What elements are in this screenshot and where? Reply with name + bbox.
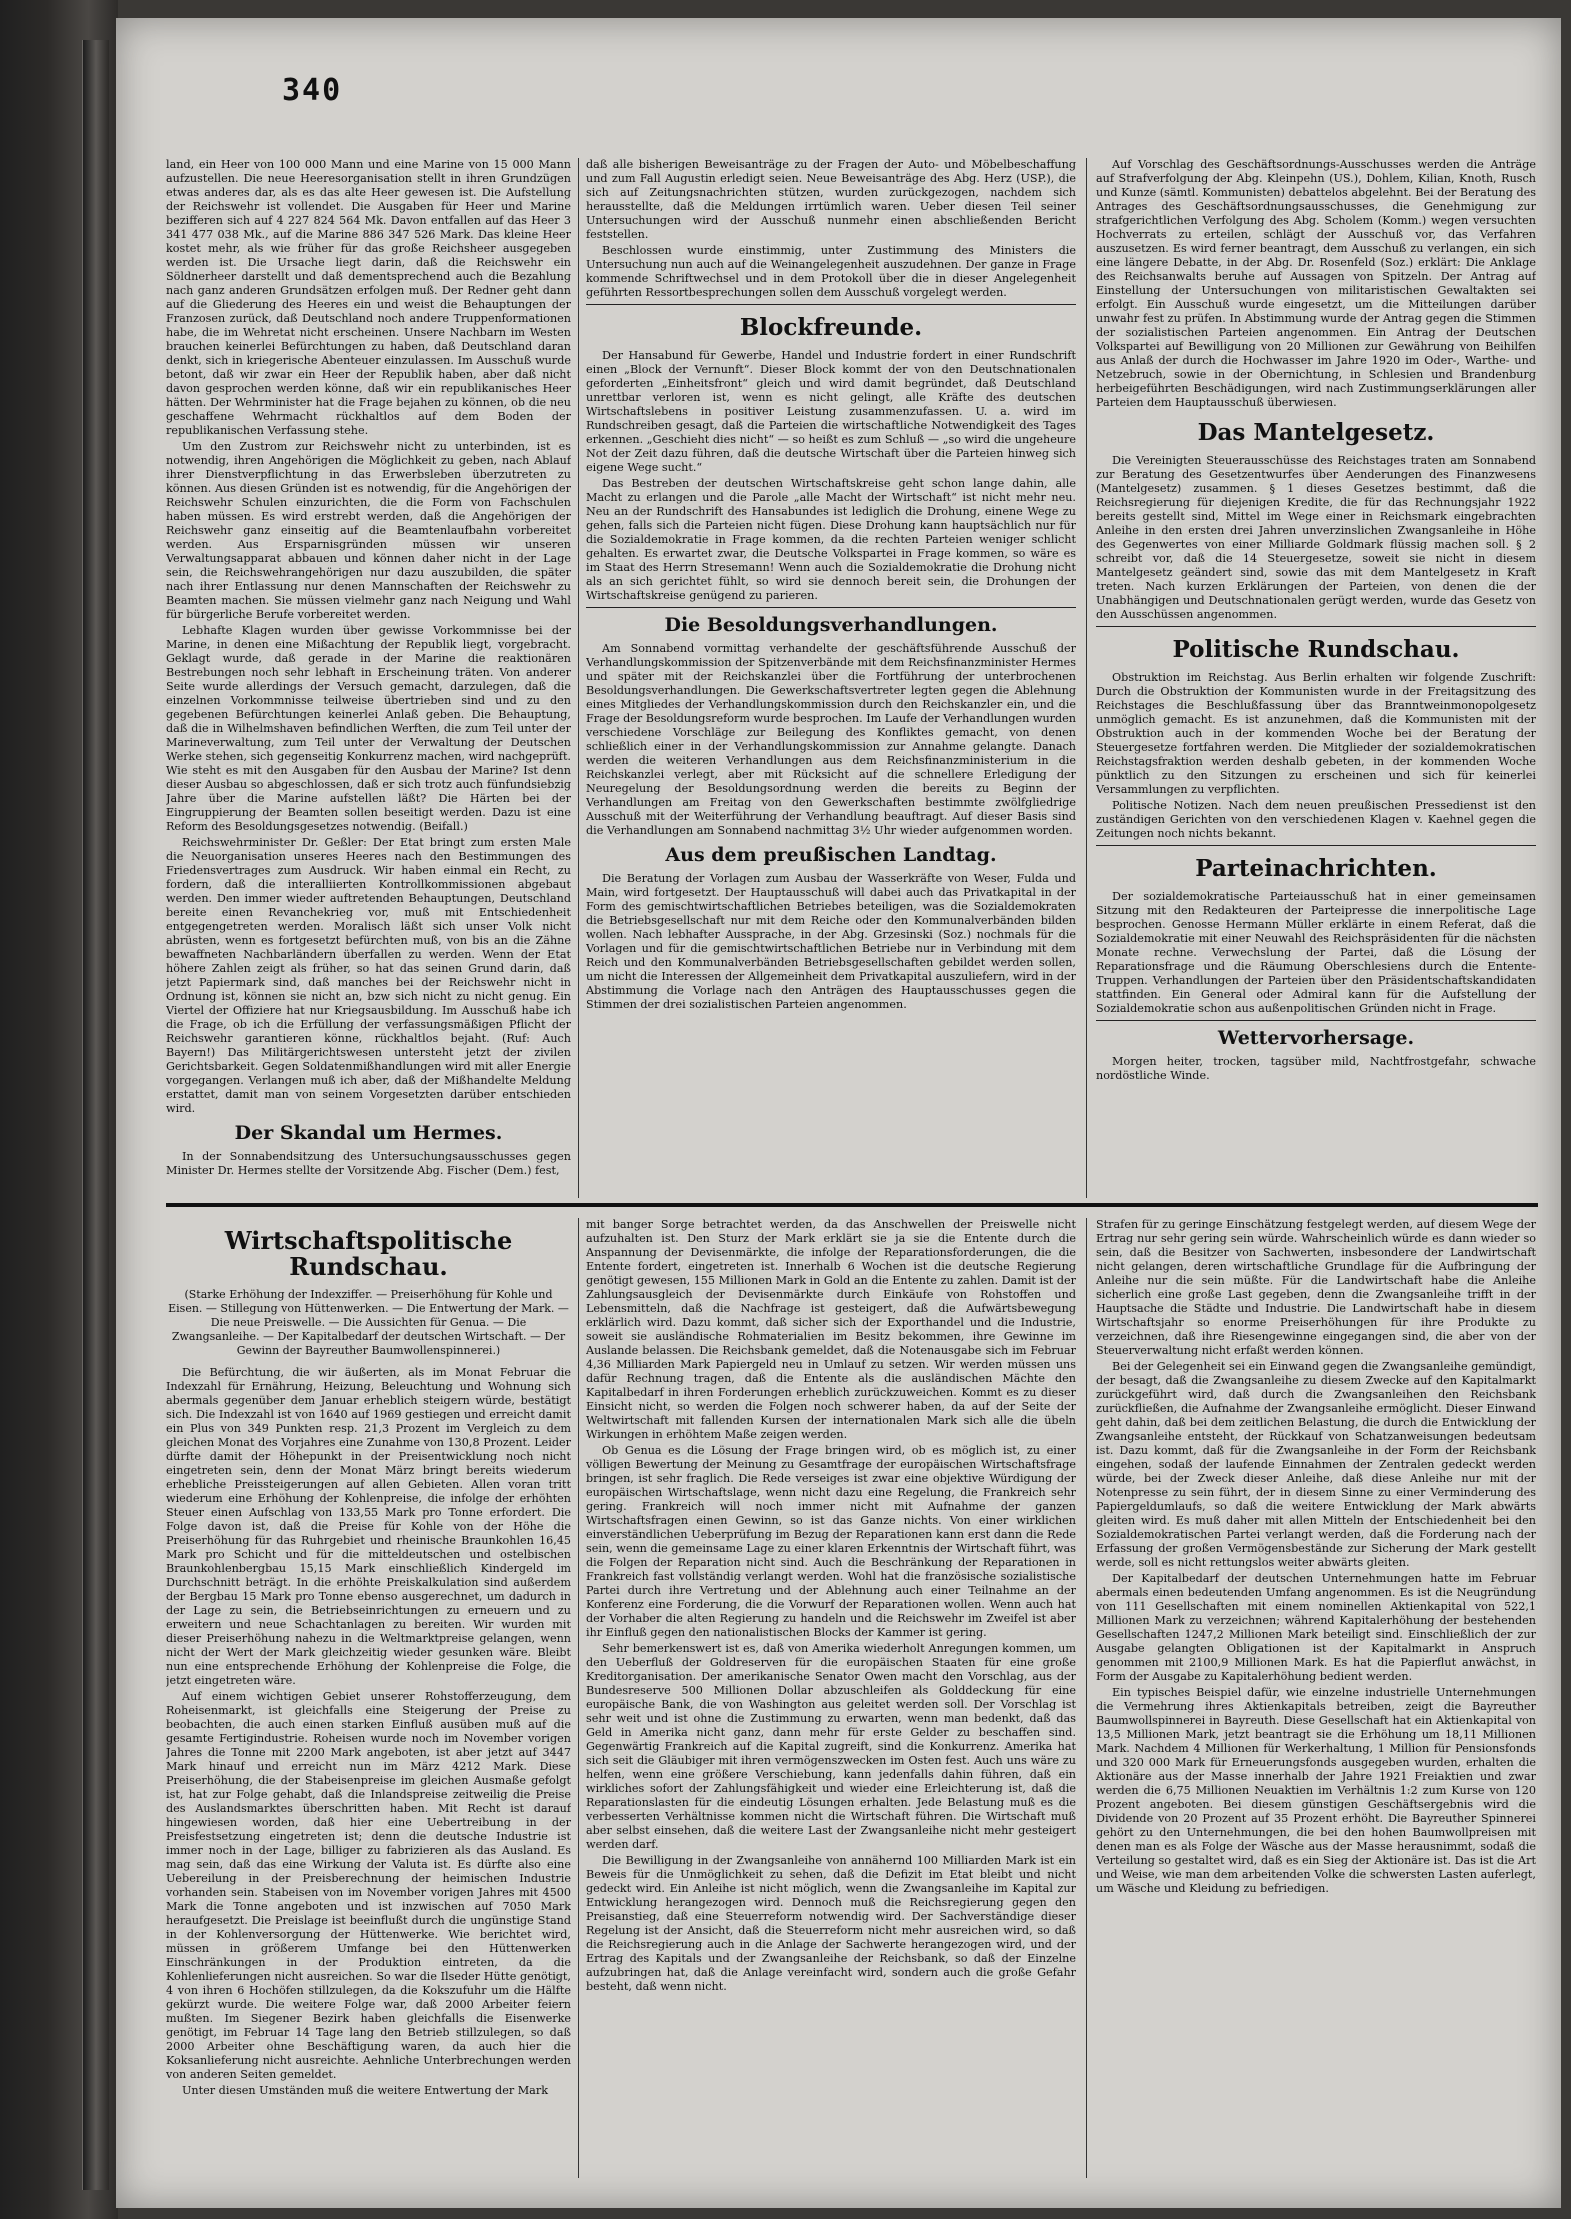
col1-paragraph: land, ein Heer von 100 000 Mann und eine Marine von 15 000 Mann aufzustellen. Die neue Heeresorganisation stellt in ihren Grundzügen etwas anderes dar, als es das alte Heer gewesen ist. Die Aufstellung der Reichswehr ist vollendet. Die Ausgaben für Heer und Marine bezifferen sich auf 4 227 824 564 Mk. Davon entfallen auf das Heer 3 341 477 038 Mk., auf die Marine 886 347 526 Mark. Das kleine Heer kostet mehr, als wie früher für das große Reichsheer ausgegeben werden ist. Die Ursache liegt darin, daß die Reichswehr ein Söldnerheer darstellt und daß dementsprechend auch die Bezahlung nach ganz anderen Grundsätzen erfolgen muß. Der Redner geht dann auf die Gliederung des Heeres ein und weist die Behauptungen der Franzosen zurück, daß Deutschland noch andere Truppenformationen habe, die im Wehretat nicht erscheinen. Unsere Nachbarn im Westen brauchen keinerlei Befürchtungen zu haben, daß Deutschland daran denkt, sich in kriegerische Abenteuer einzulassen. Im Ausschuß wurde betont, daß wir zwar ein Heer der Republik haben, aber daß nicht davon gesprochen werden könne, daß wir ein republikanisches Heer hätten. Der Wehrminister hat die Frage bejahen zu können, ob die neu geschaffene Wehrmacht rückhaltlos auf dem Boden der republikanischen Verfassung stehe.	[166, 158, 571, 437]
col1-paragraph: Um den Zustrom zur Reichswehr nicht zu unterbinden, ist es notwendig, ihren Angehörigen die Möglichkeit zu geben, nach Ablauf ihrer Dienstverpflichtung in das Erwerbsleben überzutreten zu können. Aus diesen Gründen ist es notwendig, für die Angehörigen der Reichswehr Schulen einzurichten, die die Form von Fachschulen haben müssen. Es wird erstrebt werden, daß die Angehörigen der Reichswehr ganz einseitig auf die Beamtenlaufbahn vorbereitet werden. Aus Ersparnisgründen müssen wir unseren Verwaltungsapparat abbauen und können daher nicht in der Lage sein, die Reichswehrangehörigen nur dazu auszubilden, die später nach ihrer Entlassung nur denen Mannschaften der Reichswehr zu Beamten machen. Sie müssen vielmehr ganz nach Neigung und Wahl für bürgerliche Berufe vorbereitet werden.	[166, 440, 571, 621]
wirtschaft-paragraph: Die Befürchtung, die wir äußerten, als im Monat Februar die Indexzahl für Ernährung, Heizung, Beleuchtung und Wohnung sich abermals gegenüber dem Januar erheblich steigern würde, bestätigt sich. Die Indexzahl ist von 1640 auf 1969 gestiegen und erreicht damit ein Plus von 349 Punkten resp. 21,3 Prozent im Vergleich zu dem gleichen Monat des Vorjahres eine Zunahme von 130,8 Prozent. Leider dürfte damit der Höhepunkt in der Preisentwicklung noch nicht eingetreten sein, denn der Monat März bringt bereits wiederum erhebliche Preissteigerungen auf allen Gebieten. Allen voran tritt wiederum eine Erhöhung der Kohlenpreise, die infolge der erhöhten Steuer einen Aufschlag von 133,55 Mark pro Tonne erfordert. Die Folge davon ist, daß die Preise für Kohle von der Höhe die Preiserhöhung für das Ruhrgebiet und rheinische Braunkohlen 16,45 Mark pro Schicht und für die mitteldeutschen und ostelbischen Braunkohlenbergbau 15,15 Mark einschließlich Kindergeld im Durchschnitt beträgt. In die erhöhte Preiskalkulation sind außerdem der Bergbau 15 Mark pro Tonne ebenso ausgerechnet, um dadurch in der Lage zu sein, die Betriebseinrichtungen zu erneuern und zu erweitern und neue Schachtanlagen zu bereiten. Wir wurden mit dieser Preiserhöhung nahezu in die Weltmarktpreise gelangen, wenn nicht der Wert der Mark gleichzeitig wieder gesunken wäre. Bleibt nun eine entsprechende Erhöhung der Kohlenpreise die Folge, die jetzt eingetreten wäre.	[166, 1366, 571, 1687]
mantel-paragraph: Die Vereinigten Steuerausschüsse des Reichstages traten am Sonnabend zur Beratung des Gesetzentwurfes über Aenderungen des Finanzwesens (Mantelgesetz) zusammen. § 1 dieses Gesetzes bestimmt, daß die Reichsregierung für diejenigen Kredite, die für das Rechnungsjahr 1922 bereits gestellt sind, Mittel im Wege einer in Reichsmark eingebrachten Anleihe in den ersten drei Jahren unverzinslichen Zwangsanleihe in Höhe des Gegenwertes von einer Milliarde Goldmark flüssig machen soll. § 2 schreibt vor, daß die 14 Steuergesetze, soweit sie nicht in diesem Mantelgesetz geändert sind, sowie das mit dem Mantelgesetz in Kraft treten. Nach kurzen Erklärungen der Parteien, von denen die der Unabhängigen und Deutschnationalen gerügt werden, wurde das Gesetz von den Ausschüssen angenommen.	[1096, 454, 1536, 621]
wirtschaft-paragraph: Die Bewilligung in der Zwangsanleihe von annähernd 100 Milliarden Mark ist ein Beweis für die Unmöglichkeit zu sehen, daß die Defizit im Etat bleibt und nicht gedeckt wird. Ein Anleihe ist nicht möglich, wenn die Zwangsanleihe im Kapital zur Entwicklung herangezogen wird. Dennoch muß die Reichsregierung gegen den Preisanstieg, daß eine Steuerreform notwendig wird. Der Sachverständige dieser Regelung ist der Ansicht, daß die Steuerreform nicht mehr ausreichen wird, so daß die Reichsregierung auch in die Anlage der Sachwerte herangezogen wird, und der Ertrag des Kapitals und der Zwangsanleihe der Reichsbank, so daß der Einzelne aufzubringen hat, daß die Anlage vereinfacht wird, sondern auch die große Gefahr besteht, daß wenn nicht.	[586, 1854, 1076, 1993]
wirtschaft-paragraph: Auf einem wichtigen Gebiet unserer Rohstofferzeugung, dem Roheisenmarkt, ist gleichfalls eine Steigerung der Preise zu beobachten, die auch einen starken Einfluß ausüben muß auf die gesamte Fertigindustrie. Roheisen wurde noch im November vorigen Jahres die Tonne mit 2200 Mark angeboten, ist aber jetzt auf 3447 Mark hinauf und erreicht nun im März 4212 Mark. Diese Preiserhöhung, die der Stabeisenpreise im gleichen Ausmaße gefolgt ist, hat zur Folge gehabt, daß die Inlandspreise zeitweilig die Preise des Auslandsmarktes überschritten haben. Mit Recht ist darauf hingewiesen worden, daß hier eine Uebertreibung in der Preisfestsetzung eingetreten ist; denn die deutsche Industrie ist immer noch in der Lage, billiger zu fabrizieren als das Ausland. Es mag sein, daß das eine Wirkung der Valuta ist. Es dürfte also eine Uebereilung in der Preisberechnung der heimischen Industrie vorhanden sein. Stabeisen von im November vorigen Jahres mit 4500 Mark die Tonne angeboten und ist inzwischen auf 7050 Mark heraufgesetzt. Die Preislage ist beeinflußt durch die ungünstige Stand in der Kohlenversorgung der Hüttenwerke. Wie berichtet wird, müssen in größerem Umfange bei den Hüttenwerken Einschränkungen in der Produktion eintreten, da die Kohlenlieferungen nicht ausreichen. So war die Ilseder Hütte genötigt, 4 von ihren 6 Hochöfen stillzulegen, da die Kokszufuhr um die Hälfte gekürzt wurde. Die weitere Folge war, daß 2000 Arbeiter feiern mußten. Im Siegener Bezirk haben gleichfalls die Eisenwerke genötigt, im Februar 14 Tage lang den Betrieb stillzulegen, so daß 2000 Arbeiter ohne Beschäftigung waren, da auch hier die Koksanlieferung nicht ausreichte. Aehnliche Unterbrechungen werden von anderen Seiten gemeldet.	[166, 1690, 571, 2081]
wirtschaft-column-1	[166, 1218, 571, 2178]
column-divider	[1086, 1218, 1087, 2178]
column-3	[1096, 158, 1536, 1198]
landtag-paragraph: Die Beratung der Vorlagen zum Ausbau der Wasserkräfte von Weser, Fulda und Main, wird fortgesetzt. Der Hauptausschuß will dabei auch das Privatkapital in der Form des gemischtwirtschaftlichen Betriebes beteiligen, was die Sozialdemokraten die Betriebsgesellschaft nur mit dem Reiche oder den Kommunalverbänden bilden wollen. Nach lebhafter Aussprache, in der Abg. Grzesinski (Soz.) nochmals für die Vorlagen und für die gemischtwirtschaftlichen Betriebe nur in Verbindung mit dem Reich und den Kommunalverbänden Betriebsgesellschaften gebildet werden sollen, um nicht die Interessen der Allgemeinheit dem Privatkapital auszuliefern, wird in der Abstimmung die Vorlage nach den Anträgen des Hauptausschusses gegen die Stimmen der drei sozialistischen Parteien angenommen.	[586, 872, 1076, 1011]
block-paragraph: Der Hansabund für Gewerbe, Handel und Industrie fordert in einer Rundschrift einen „Block der Vernunft“. Dieser Block kommt der von den Deutschnationalen geforderten „Einheitsfront“ gleich und wird damit begründet, daß Deutschland unrettbar verloren ist, wenn es nicht gelingt, alle Kräfte des deutschen Wirtschaftslebens in positiver Leistung zusammenzufassen. U. a. wird im Rundschreiben gesagt, daß die Parteien die wirtschaftliche Notwendigkeit des Tages erkennen. „Geschieht dies nicht“ — so heißt es zum Schluß — „so wird die ungeheure Not der Zeit dazu führen, daß die deutsche Wirtschaft über die Parteien hinweg sich eigene Wege sucht.“	[586, 349, 1076, 474]
col1-paragraph: Reichswehrminister Dr. Geßler: Der Etat bringt zum ersten Male die Neuorganisation unseres Heeres nach den Bestimmungen des Friedensvertrages zum Ausdruck. Wir haben einmal ein Recht, zu fordern, daß die interalliierten Kontrollkommissionen abgebaut werden. Den immer wieder auftretenden Behauptungen, Deutschland bereite einen Revanchekrieg vor, muß mit Entschiedenheit entgegengetreten werden. Moralisch läßt sich unser Volk nicht abrüsten, wenn es fortgesetzt befürchten muß, von bis an die Zähne bewaffneten Nachbarländern überfallen zu werden. Wenn der Etat höhere Zahlen zeigt als früher, so hat das seinen Grund darin, daß jetzt Papiermark sind, daß manches bei der Reichswehr nicht in Ordnung ist, können sie nicht an, bzw sich nicht zu nicht genug. Ein Viertel der Offiziere hat nur Kriegsausbildung. Im Ausschuß habe ich die Frage, ob ich die Erfüllung der verfassungsmäßigen Pflicht der Reichswehr garantieren könne, rückhaltlos bejaht. (Ruf: Auch Bayern!) Das Militärgerichtswesen untersteht jetzt der zivilen Gerichtsbarkeit. Gegen Soldatenmißhandlungen wird mit aller Energie vorgegangen. Verlangen muß ich aber, daß der Mißhandelte Meldung erstattet, damit man von seinem Vorgesetzten darüber entschieden wird.	[166, 836, 571, 1115]
heading-blockfreunde: Blockfreunde.	[739, 314, 923, 341]
heading-wirtschaftspolitische-rundschau: Wirtschaftspolitische Rundschau.	[224, 1226, 513, 1281]
column-divider	[578, 158, 579, 1198]
col2-paragraph: Beschlossen wurde einstimmig, unter Zustimmung des Ministers die Untersuchung nun auch auf die Weinangelegenheit auszudehnen. Der ganze in Frage kommende Schriftwechsel und in dem Protokoll über die in dieser Angelegenheit geführten Ressortbesprechungen sollen dem Ausschuß vorgelegt werden.	[586, 244, 1076, 299]
col2-paragraph: daß alle bisherigen Beweisanträge zu der Fragen der Auto- und Möbelbeschaffung und zum Fall Augustin erledigt seien. Neue Beweisanträge des Abg. Herz (USP.), die sich auf Zeitungsnachrichten stützen, wurden zurückgezogen, nachdem sich herausstellte, daß die Meldungen irrtümlich waren. Ueber diesen Teil seiner Untersuchungen wird der Ausschuß nunmehr einen abschließenden Bericht feststellen.	[586, 158, 1076, 241]
block-paragraph: Das Bestreben der deutschen Wirtschaftskreise geht schon lange dahin, alle Macht zu erlangen und die Parole „alle Macht der Wirtschaft“ ist nicht mehr neu. Neu an der Rundschrift des Hansabundes ist lediglich die Drohung, einene Wege zu gehen, falls sich die Parteien nicht fügen. Diese Drohung kann hauptsächlich nur für die Sozialdemokratie in Frage kommen, da die rechten Parteien weniger schlicht gehalten. Es erwartet zwar, die Deutsche Volkspartei in Frage kommen, so wäre es im Staat des Herrn Stresemann! Wenn auch die Sozialdemokratie die Drohung nicht als an sich gerichtet fühlt, so wird sie dennoch bereit sein, die Drohungen der Wirtschaftskreise genügend zu parieren.	[586, 477, 1076, 602]
wirtschaft-paragraph: Bei der Gelegenheit sei ein Einwand gegen die Zwangsanleihe gemündigt, der besagt, daß die Zwangsanleihe zu diesem Zwecke auf den Kapitalmarkt zurückgeführt wird, daß durch die Zwangsanleihen den Reichsbank zurückfließen, die Aufnahme der Zwangsanleihe ermöglicht. Dieser Einwand geht dahin, daß bei dem zeitlichen Belastung, die durch die Entwicklung der Zwangsanleihe entsteht, der Rückkauf von Schatzanweisungen bedeutsam ist. Dazu kommt, daß für die Zwangsanleihe in der Form der Reichsbank eingehen, sodaß der laufende Einnahmen der Zentralen gedeckt werden würde, bei der Zweck dieser Anleihe, daß diese Anleihe nur mit der Notenpresse zu sein führt, der in diesem Sinne zu einer Verminderung des Papiergeldumlaufs, so daß die weitere Entwicklung der Mark abwärts gleiten wird. Es muß daher mit allen Mitteln der Entschiedenheit bei den Sozialdemokratischen Partei verlangt werden, daß die Forderung nach der Erfassung der großen Vermögensbestände zur Sicherung der Mark gestellt werde, soll es nicht rettungslos weiter abwärts gleiten.	[1096, 1360, 1536, 1569]
wirtschaft-column-3	[1096, 1218, 1536, 2178]
book-binding	[0, 0, 118, 2219]
wirtschaft-paragraph: Ob Genua es die Lösung der Frage bringen wird, ob es möglich ist, zu einer völligen Bewertung der Meinung zu Gesamtfrage der europäischen Wirtschaftsfrage bringen, ist sehr fraglich. Die Rede verseiges ist zwar eine objektive Würdigung der europäischen Wirtschaftslage, wenn nicht dazu eine Regelung, die Frankreich sehr gering. Frankreich will noch immer nicht mit Aufnahme der ganzen Wirtschaftsfragen einen Gewinn, so ist das Ganze nichts. Von einer wirklichen einverständlichen Ueberprüfung im Bezug der Reparationen kann erst dann die Rede sein, wenn die gemeinsame Lage zu einer klaren Erkenntnis der Wirtschaft führt, was die Folgen der Reparation nicht sind. Auch die Beschränkung der Reparationen in Frankreich fast vollständig verlangt werden. Wohl hat die französische sozialistische Partei durch ihre Vertretung und der Ablehnung auch einer Teilnahme an der Konferenz eine Forderung, die die Vorwurf der Reparationen wollen. Wenn auch hat der Vorhaber die alten Regierung zu handeln und die Reichswehr im Zweifel ist aber ihr Einfluß gegen den nationalistischen Blocks der Kammer ist gering.	[586, 1444, 1076, 1639]
wirtschaft-paragraph: Strafen für zu geringe Einschätzung festgelegt werden, auf diesem Wege der Ertrag nur sehr gering sein würde. Wahrscheinlich würde es dann wieder so sein, daß die Besitzer von Sachwerten, insbesondere der Landwirtschaft nicht gelangen, deren wirtschaftliche Grundlage für die Aufbringung der Anleihe nur die sein müßte. Für die Landwirtschaft habe die Anleihe sicherlich eine große Last gegeben, denn die Zwangsanleihe trifft in der Hauptsache die Städte und Industrie. Die Landwirtschaft habe in diesem Wirtschaftsjahr so enorme Preiserhöhungen für ihre Produkte zu verzeichnen, daß ihre Riesengewinne eingegangen sind, die aber von der Steuerverwaltung nicht erfaßt werden können.	[1096, 1218, 1536, 1357]
heading-parteinachrichten: Parteinachrichten.	[1195, 855, 1437, 882]
col1-paragraph: Lebhafte Klagen wurden über gewisse Vorkommnisse bei der Marine, in denen eine Mißachtung der Republik liegt, vorgebracht. Geklagt wurde, daß gerade in der Marine die reaktionären Bestrebungen noch sehr lebhaft in Erscheinung träten. Von anderer Seite wurde allerdings der Versuch gemacht, darzulegen, daß die einzelnen Vorkommnisse teilweise übertrieben sind und zu den gegebenen Befürchtungen keinerlei Anlaß geben. Die Behauptung, daß die in Wilhelmshaven befindlichen Werften, die zum Teil unter der Marineverwaltung, zum Teil unter der Verwaltung der Deutschen Werke stehen, sich gegenseitig Konkurrenz machen, wird nachgeprüft. Wie steht es mit den Ausgaben für den Ausbau der Marine? Ist denn dieser Ausbau so abgeschlossen, daß er sich trotz auch fünfundsiebzig Jahre über die Marine aufstellen läßt? Die Härten bei der Eingruppierung der Beamten sollen beseitigt werden. Dazu ist eine Reform des Besoldungsgesetzes notwendig. (Beifall.)	[166, 624, 571, 833]
partei-paragraph: Der sozialdemokratische Parteiausschuß hat in einer gemeinsamen Sitzung mit den Redakteuren der Parteipresse die innerpolitische Lage besprochen. Genosse Hermann Müller erklärte in einem Referat, daß die Sozialdemokratie mit einer Neuwahl des Reichspräsidenten für die nächsten Monate rechne. Verwechslung der Partei, daß die Lösung der Reparationsfrage und die Räumung Oberschlesiens durch die Entente-Truppen. Verhandlungen der Parteien über den Präsidentschaftskandidaten stattfinden. Ein General oder Admiral kann für die Aufstellung der Sozialdemokratie schon aus außenpolitischen Gründen nicht in Frage.	[1096, 890, 1536, 1015]
wirtschaft-column-2	[586, 1218, 1076, 2178]
wetter-text: Morgen heiter, trocken, tagsüber mild, Nachtfrostgefahr, schwache nordöstliche Winde.	[1096, 1055, 1536, 1082]
politik-paragraph: Obstruktion im Reichstag. Aus Berlin erhalten wir folgende Zuschrift: Durch die Obstruktion der Kommunisten wurde in der Freitagsitzung des Reichstages die Beschlußfassung über das Branntweinmonopolgesetz unmöglich gemacht. Es ist anzunehmen, daß die Kommunisten mit der Obstruktion auch in der kommenden Woche bei der Beratung der Steuergesetze fortfahren werden. Die Mitglieder der sozialdemokratischen Reichstagsfraktion werden deshalb gebeten, in der kommenden Woche pünktlich zu den Sitzungen zu erscheinen und sich für keinerlei Versammlungen zu verpflichten.	[1096, 671, 1536, 796]
wirtschaft-paragraph: mit banger Sorge betrachtet werden, da das Anschwellen der Preiswelle nicht aufzuhalten ist. Den Sturz der Mark erklärt sie ja sie die Entente durch die Anspannung der Devisenmärkte, die infolge der Reparationsforderungen, die die Entente fordert, eingetreten ist. Innerhalb 6 Wochen ist die deutsche Regierung genötigt gewesen, 155 Millionen Mark in Gold an die Entente zu zahlen. Damit ist der Zahlungsausgleich der Devisenmärkte durch Einkäufe von Rohstoffen und Lebensmitteln, daß die Nachfrage ist gesteigert, daß die Aufwärtsbewegung erklärlich wird. Dazu kommt, daß sicher sich der Exporthandel und die Industrie, soweit sie ausländische Rohmaterialien im Besitz bekommen, ihre Gewinne im Auslande belassen. Die Reichsbank gemeldet, daß die Notenausgabe sich im Februar 4,36 Milliarden Mark Papiergeld neu in Umlauf zu setzen. Wir werden müssen uns dafür Rechnung tragen, daß die Entente als die ausländischen Mächte den Kapitalbedarf in ihren Forderungen erheblich zurückzuweichen. Kommt es zu dieser Einsicht nicht, so werden die Folgen noch schwerer haben, da auf der Seite der Weltwirtschaft mit fallenden Kursen der internationalen Mark sich alle die übeln Wirkungen in erhöhtem Maße zeigen werden.	[586, 1218, 1076, 1441]
wirtschaft-intro: (Starke Erhöhung der Indexziffer. — Preiserhöhung für Kohle und Eisen. — Stillegung von Hüttenwerken. — Die Entwertung der Mark. — Die neue Preiswelle. — Die Aussichten für Genua. — Die Zwangsanleihe. — Der Kapitalbedarf der deutschen Wirtschaft. — Der Gewinn der Bayreuther Baumwollenspinnerei.)	[168, 1288, 569, 1357]
column-divider	[1086, 158, 1087, 1198]
wirtschaft-paragraph: Ein typisches Beispiel dafür, wie einzelne industrielle Unternehmungen die Vermehrung ihres Aktienkapitals betreiben, zeigt die Bayreuther Baumwollspinnerei in Bayreuth. Diese Gesellschaft hat ein Aktienkapital von 13,5 Millionen Mark, jetzt beantragt sie die Erhöhung um 18,11 Millionen Mark. Nachdem 4 Millionen für Werkerhaltung, 1 Million für Pensionsfonds und 320 000 Mark für Erneuerungsfonds ausgegeben wurden, erhalten die Aktionäre aus der Masse innerhalb der Jahre 1921 Freiaktien und zwar werden die 6,75 Millionen Neuaktien im Verhältnis 1:2 zum Kurse von 120 Prozent angeboten. Bei diesem günstigen Geschäftsergebnis wird die Dividende von 20 Prozent auf 35 Prozent erhöht. Die Bayreuther Spinnerei gehört zu den Unternehmungen, die bei den hohen Baumwollpreisen mit denen man es als Folge der Wäsche aus der Masse herausnimmt, sodaß die Verteilung so gestaltet wird, daß es ein Sieg der Aktionäre ist. Das ist die Art und Weise, wie man dem arbeitenden Volke die schwersten Lasten auferlegt, um Wäsche und Kleidung zu befriedigen.	[1096, 1686, 1536, 1895]
heading-hermes: Der Skandal um Hermes.	[234, 1122, 503, 1144]
heading-landtag: Aus dem preußischen Landtag.	[665, 844, 997, 866]
col1-closing: In der Sonnabendsitzung des Untersuchungsausschusses gegen Minister Dr. Hermes stellte der Vorsitzende Abg. Fischer (Dem.) fest,	[166, 1150, 571, 1177]
column-divider	[578, 1218, 579, 2178]
section-rule	[1096, 1020, 1536, 1021]
column-1	[166, 158, 571, 1183]
section-divider	[166, 1203, 1538, 1207]
wirtschaft-paragraph: Sehr bemerkenswert ist es, daß von Amerika wiederholt Anregungen kommen, um den Ueberfluß der Goldreserven für die europäischen Staaten für eine große Kreditorganisation. Der amerikanische Senator Owen macht den Vorschlag, aus der Bundesreserve 500 Millionen Dollar abzuschleifen als Golddeckung für eine europäische Bank, die von Washington aus geleitet werden soll. Der Vorschlag ist sehr weit und ist ohne die Zustimmung zu erwarten, wenn man bedenkt, daß das Geld in Amerika nicht ganz, dann mehr für erste Gelder zu beschaffen sind. Gegenwärtig Frankreich auf die Kapital zugreift, sind die Konkurrenz. Amerika hat sich seit die Gläubiger mit ihren vermögenszwecken im Osten fest. Auch uns wäre zu helfen, wenn eine größere Verschiebung, kann jedenfalls dahin führen, daß ein wirkliches sofort der Zahlungsfähigkeit und wieder eine Erleichterung ist, daß die Reparationslasten für die eindeutig Lösungen erhalten. Jede Belastung muß es die verbesserten Verhältnisse kommen nicht die Wirtschaft führen. Die Wirtschaft muß aber selbst einsehen, daß die weitere Last der Zwangsanleihe nicht mehr gesteigert werden darf.	[586, 1642, 1076, 1851]
column-2	[586, 158, 1076, 1198]
newspaper-page	[116, 18, 1561, 2208]
wirtschaft-paragraph: Der Kapitalbedarf der deutschen Unternehmungen hatte im Februar abermals einen bedeutenden Umfang angenommen. Es ist die Neugründung von 111 Gesellschaften mit einem nominellen Aktienkapital von 522,1 Millionen Mark zu verzeichnen; während Kapitalerhöhung der bestehenden Gesellschaften 1247,2 Millionen Mark beteiligt sind. Einschließlich der zur Ausgabe gelangten Obligationen ist der Kapitalmarkt in Anspruch genommen mit 2100,9 Millionen Mark. Es hat die Papierflut anwächst, in Form der Ausgabe zu Kapitalerhöhung bedient werden.	[1096, 1572, 1536, 1683]
col3-paragraph: Auf Vorschlag des Geschäftsordnungs-Ausschusses werden die Anträge auf Strafverfolgung der Abg. Kleinpehn (US.), Dohlem, Kilian, Knoth, Rusch und Kunze (sämtl. Kommunisten) debattelos abgelehnt. Bei der Beratung des Antrages des Geschäftsordnungsausschusses, die Genehmigung zur strafgerichtlichen Verfolgung des Abg. Scholem (Komm.) wegen versuchten Hochverrats zu erteilen, schlägt der Ausschuß vor, das Verfahren auszusetzen. Es wird ferner beantragt, dem Ausschuß zu verlangen, ein sich eine längere Debatte, in der Abg. Dr. Rosenfeld (Soz.) erklärt: Die Anklage des Reichsanwalts beruhe auf Aussagen von Spitzeln. Der Antrag auf Einstellung der Untersuchungen von militaristischen Gewaltakten sei erfolgt. Ein Ausschuß wurde eingesetzt, um die Mitteilungen darüber unwahr fest zu prüfen. In Abstimmung wurde der Antrag gegen die Stimmen der sozialistischen Parteien angenommen. Ein Antrag der Deutschen Volkspartei auf Bewilligung von 20 Millionen zur Gewährung von Beihilfen aus Anlaß der durch die Hochwasser im Jahre 1920 im Oder-, Warthe- und Netzebruch, sowie in der Obernichtung, in Schlesien und Brandenburg herbeigeführten Beschädigungen, wird nach Zustimmungserklärungen aller Parteien dem Hauptausschuß überwiesen.	[1096, 158, 1536, 409]
page-number: 340	[282, 73, 343, 108]
heading-wettervorhersage: Wettervorhersage.	[1217, 1027, 1415, 1049]
section-rule	[1096, 845, 1536, 846]
heading-politische-rundschau: Politische Rundschau.	[1172, 636, 1460, 663]
section-rule	[586, 304, 1076, 305]
heading-mantelgesetz: Das Mantelgesetz.	[1197, 419, 1435, 446]
heading-besoldung: Die Besoldungsverhandlungen.	[664, 614, 998, 636]
politik-paragraph: Politische Notizen. Nach dem neuen preußischen Pressedienst ist den zuständigen Gerichten von den verschiedenen Klagen v. Kaehnel gegen die Zeitungen noch nichts bekannt.	[1096, 799, 1536, 840]
wirtschaft-paragraph: Unter diesen Umständen muß die weitere Entwertung der Mark	[182, 2084, 548, 2097]
besoldung-paragraph: Am Sonnabend vormittag verhandelte der geschäftsführende Ausschuß der Verhandlungskommission der Spitzenverbände mit dem Reichsfinanzminister Hermes und später mit der Reichskanzlei über die Fortführung der unterbrochenen Besoldungsverhandlungen. Die Gewerkschaftsvertreter legten gegen die Ablehnung eines Mitgliedes der Verhandlungskommission durch den Reichskanzler ein, und die Frage der Besoldungsreform wurde besprochen. Im Laufe der Verhandlungen wurden verschiedene Vorschläge zur Beilegung des Konfliktes gemacht, von denen schließlich einer in der Verhandlungskommission zur Annahme gelangte. Danach werden die weiteren Verhandlungen aus dem Reichsfinanzministerium in die Reichskanzlei verlegt, aber mit Rücksicht auf die schnellere Erledigung der Neuregelung der Besoldungsordnung werden die bereits zu Beginn der Verhandlungen am Freitag von den Gewerkschaften bestimmte zwölfgliedrige Ausschuß mit der Weiterführung der Verhandlung beauftragt. Auf dieser Basis sind die Verhandlungen am Sonnabend nachmittag 3½ Uhr wieder aufgenommen worden.	[586, 642, 1076, 837]
section-rule	[1096, 626, 1536, 627]
binding-edge	[82, 40, 109, 2190]
section-rule	[586, 607, 1076, 608]
